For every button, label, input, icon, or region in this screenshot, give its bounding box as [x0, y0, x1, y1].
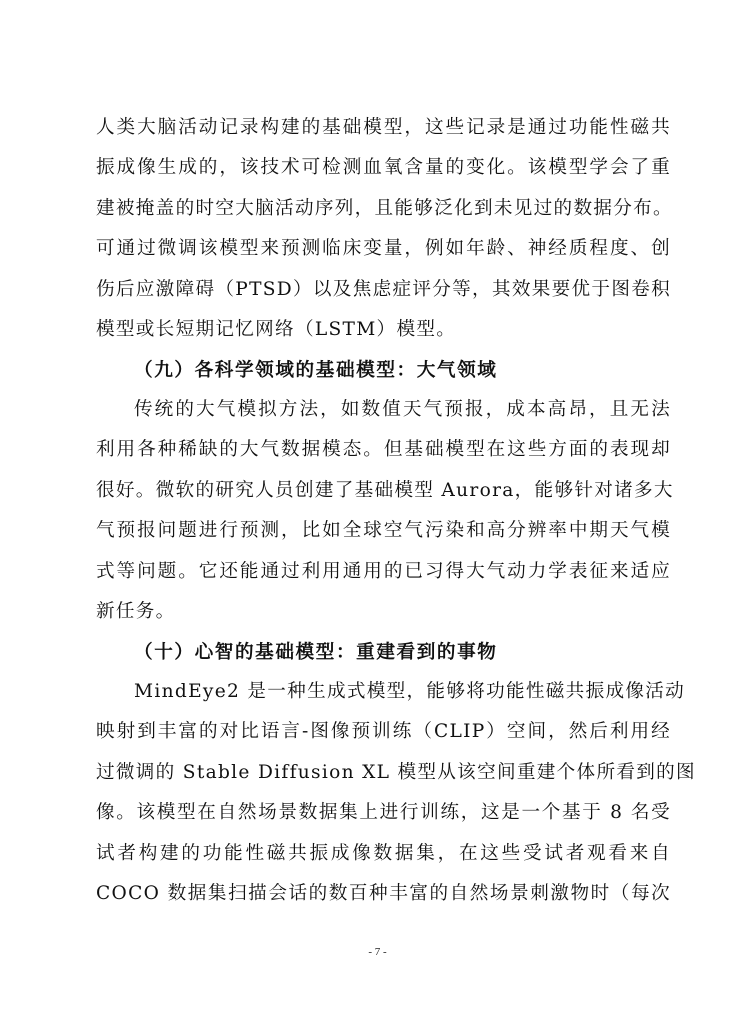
text-line: MindEye2 是一种生成式模型，能够将功能性磁共振成像活动 [134, 681, 686, 702]
text-line: 映射到丰富的对比语言-图像预训练（CLIP）空间，然后利用经 [96, 721, 671, 742]
section-heading-10: （十）心智的基础模型：重建看到的事物 [134, 642, 498, 663]
text-line: 利用各种稀缺的大气数据模态。但基础模型在这些方面的表现却 [96, 439, 671, 460]
text-line: 伤后应激障碍（PTSD）以及焦虑症评分等，其效果要优于图卷积 [96, 279, 671, 300]
text-line: 气预报问题进行预测，比如全球空气污染和高分辨率中期天气模 [96, 520, 671, 541]
text-line: 模型或长短期记忆网络（LSTM）模型。 [96, 319, 457, 340]
text-line: 过微调的 Stable Diffusion XL 模型从该空间重建个体所看到的图 [96, 762, 696, 783]
text-line: 很好。微软的研究人员创建了基础模型 Aurora，能够针对诸多大 [96, 480, 674, 501]
text-line: COCO 数据集扫描会话的数百种丰富的自然场景刺激物时（每次 [96, 883, 671, 904]
text-line: 新任务。 [96, 601, 176, 622]
section-heading-9: （九）各科学领域的基础模型：大气领域 [134, 360, 498, 381]
text-line: 可通过微调该模型来预测临床变量，例如年龄、神经质程度、创 [96, 238, 671, 259]
text-line: 传统的大气模拟方法，如数值天气预报，成本高昂，且无法 [134, 399, 671, 420]
text-line: 试者构建的功能性磁共振成像数据集，在这些受试者观看来自 [96, 843, 671, 864]
page-number: - 7 - [368, 946, 387, 958]
text-line: 振成像生成的，该技术可检测血氧含量的变化。该模型学会了重 [96, 157, 671, 178]
text-line: 式等问题。它还能通过利用通用的已习得大气动力学表征来适应 [96, 561, 671, 582]
text-line: 建被掩盖的时空大脑活动序列，且能够泛化到未见过的数据分布。 [96, 198, 673, 219]
text-line: 人类大脑活动记录构建的基础模型，这些记录是通过功能性磁共 [96, 117, 671, 138]
text-line: 像。该模型在自然场景数据集上进行训练，这是一个基于 8 名受 [96, 802, 671, 823]
